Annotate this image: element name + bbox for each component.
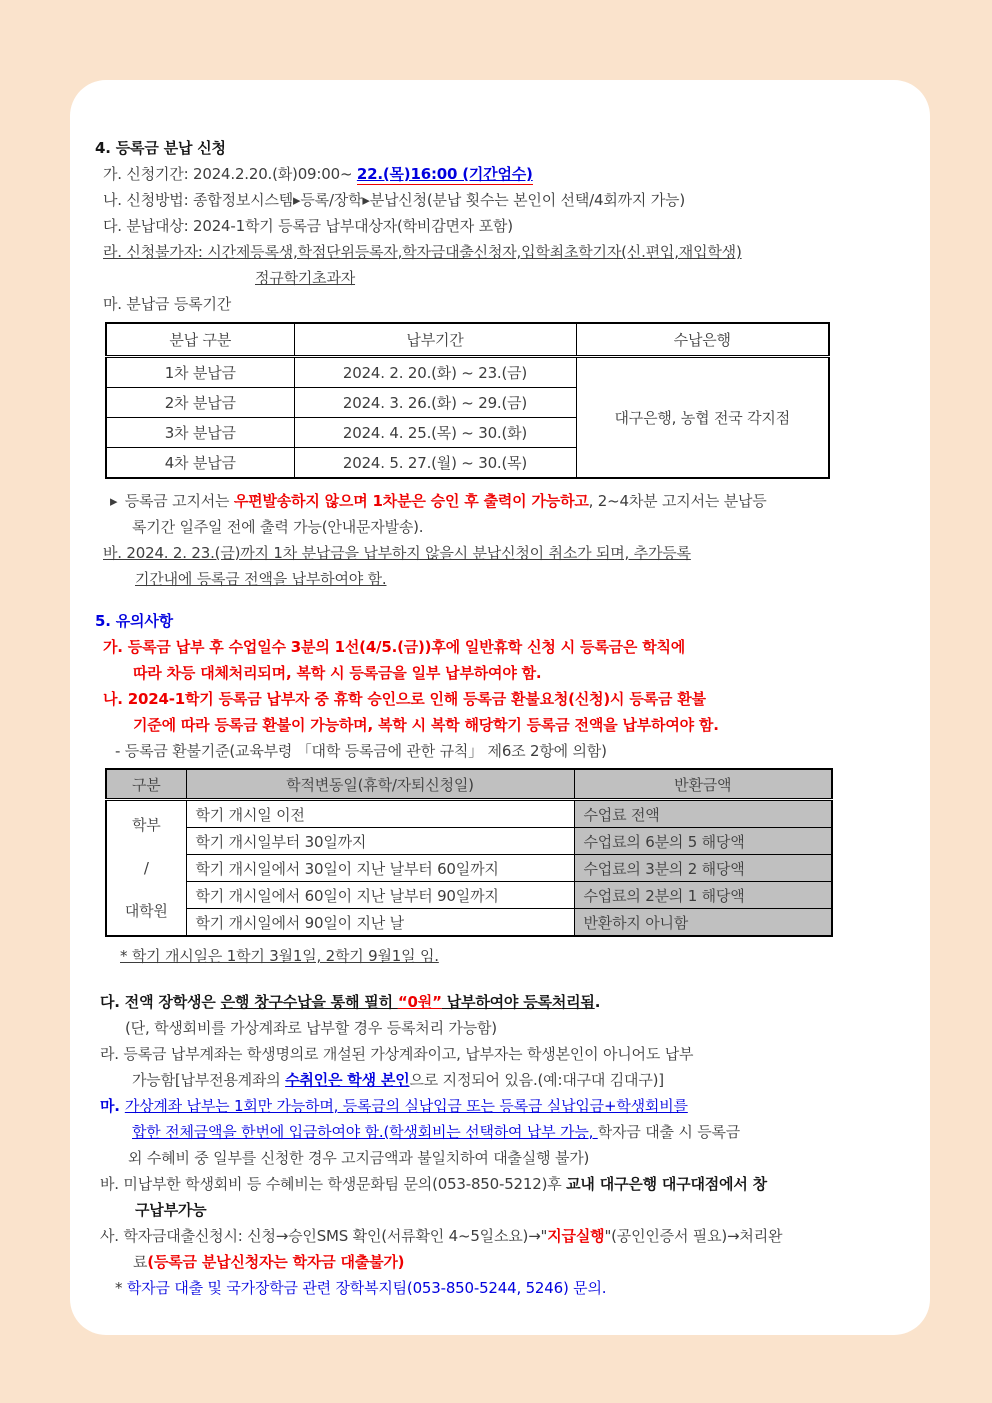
loan-execute-emphasis: 지급실행 (547, 1227, 605, 1245)
apply-period-text: 가. 신청기간: 2024.2.20.(화)09:00~ (103, 165, 357, 183)
period-cell: 2024. 2. 20.(화) ~ 23.(금) (294, 357, 576, 388)
note-scholarship-line2: (단, 학생회비를 가상계좌로 납부할 경우 등록처리 가능함) (125, 1019, 497, 1037)
amount-cell: 수업료의 2분의 1 해당액 (574, 882, 832, 909)
virtual-plain-text: 학자금 대출 시 등록금 (597, 1123, 741, 1141)
timing-cell: 학기 개시일 이전 (186, 800, 574, 828)
header-change-date: 학적변동일(휴학/자퇴신청일) (186, 769, 574, 800)
note-account-line1: 라. 등록금 납부계좌는 학생명의로 개설된 가상계좌이고, 납부자는 학생본인이 아니어도 납부 (100, 1045, 694, 1063)
installment-cell: 2차 분납금 (106, 388, 294, 418)
item-excluded-line2: 정규학기초과자 (255, 269, 356, 287)
note-bill-post: , 2~4차분 고지서는 분납등 (588, 492, 767, 510)
timing-cell: 학기 개시일에서 90일이 지난 날 (186, 909, 574, 937)
note-virtual-line1 (100, 1093, 930, 1119)
schedule-header-row (106, 323, 829, 357)
item-apply-method: 나. 신청방법: 종합정보시스템▸등록/장학▸분납신청(분납 횟수는 본인이 선택/4회까지 가능) (103, 191, 685, 209)
note-fee-line2: 구납부가능 (135, 1201, 207, 1219)
note-loan-line2 (133, 1249, 930, 1275)
header-installment: 분납 구분 (106, 323, 294, 357)
note-leave-line2: 따라 차등 대체처리되며, 복학 시 등록금을 일부 납부하여야 함. (133, 664, 542, 682)
notice-card (70, 80, 930, 1335)
student-type-slash: / (143, 858, 149, 877)
amount-cell: 수업료의 6분의 5 해당액 (574, 828, 832, 855)
timing-cell: 학기 개시일에서 60일이 지난 날부터 90일까지 (186, 882, 574, 909)
refund-row-2 (106, 828, 832, 855)
note-bill-red-emphasis: 우편발송하지 않으며 1차분은 승인 후 출력이 가능하고 (233, 492, 589, 510)
header-bank: 수납은행 (576, 323, 829, 357)
student-type-grad: 대학원 (124, 901, 168, 920)
account-pre: 가능함[납부전용계좌의 (132, 1071, 286, 1089)
header-category: 구분 (106, 769, 186, 800)
payee-emphasis: 수취인은 학생 본인 (285, 1071, 410, 1089)
student-type-undergrad: 학부 (131, 815, 161, 834)
scholarship-period: . (594, 993, 601, 1011)
item-apply-period (103, 161, 930, 187)
note-refund-line2: 기준에 따라 등록금 환불이 가능하며, 복학 시 복학 해당학기 등록금 전액을 납부하여야 함. (133, 716, 719, 734)
loan-restriction-emphasis: (등록금 분납신청자는 학자금 대출불가) (147, 1253, 405, 1271)
note-bill-line1 (110, 488, 930, 514)
note-bill-line2: 록기간 일주일 전에 출력 가능(안내문자발송). (132, 518, 424, 536)
amount-cell: 반환하지 아니함 (574, 909, 832, 937)
period-cell: 2024. 5. 27.(월) ~ 30.(목) (294, 448, 576, 479)
installment-cell: 1차 분납금 (106, 357, 294, 388)
amount-cell: 수업료 전액 (574, 800, 832, 828)
timing-cell: 학기 개시일부터 30일까지 (186, 828, 574, 855)
note-refund-line1: 나. 2024-1학기 등록금 납부자 중 휴학 승인으로 인해 등록금 환불요청(신청)시 등록금 환불 (103, 690, 706, 708)
refund-table (105, 768, 833, 937)
item-excluded-line1: 라. 신청불가자: 시간제등록생,학점단위등록자,학자금대출신청자,입학최초학기자(신.편입,재입학생) (103, 243, 742, 261)
section4-title: 4. 등록금 분납 신청 (95, 139, 226, 157)
triangle-bullet-icon: ▸ (110, 492, 118, 510)
semester-start-note: * 학기 개시일은 1학기 3월1일, 2학기 9월1일 임. (120, 947, 439, 965)
note-virtual-line3: 외 수혜비 중 일부를 신청한 경우 고지금액과 불일치하여 대출실행 불가) (128, 1149, 590, 1167)
note-fee-line1 (100, 1171, 930, 1197)
note-scholarship-line1 (100, 989, 930, 1015)
schedule-row-1 (106, 357, 829, 388)
refund-row-3 (106, 855, 832, 882)
note-cancel-line1: 바. 2024. 2. 23.(금)까지 1차 분납금을 납부하지 않을시 분납신청이 취소가 되며, 추가등록 (103, 544, 691, 562)
installment-schedule-table (105, 322, 830, 479)
loan-line2-pre: 료 (133, 1253, 148, 1271)
refund-row-5 (106, 909, 832, 937)
note-bill-text: 등록금 고지서는 (124, 492, 234, 510)
item-apply-target: 다. 분납대상: 2024-1학기 등록금 납부대상자(학비감면자 포함) (103, 217, 513, 235)
installment-cell: 3차 분납금 (106, 418, 294, 448)
refund-row-4 (106, 882, 832, 909)
period-cell: 2024. 3. 26.(화) ~ 29.(금) (294, 388, 576, 418)
virtual-label: 마. (100, 1097, 125, 1115)
header-period: 납부기간 (294, 323, 576, 357)
virtual-blue-text2: 합한 전체금액을 한번에 입금하여야 함.(학생회비는 선택하여 납부 가능, (132, 1123, 598, 1141)
bank-cell: 대구은행, 농협 전국 각지점 (576, 357, 829, 479)
refund-row-1 (106, 800, 832, 828)
zero-won-emphasis: “0원” (397, 993, 442, 1011)
scholarship-underlined2: 납부하여야 등록처리됨 (441, 993, 595, 1011)
amount-cell: 수업료의 3분의 2 해당액 (574, 855, 832, 882)
loan-post: "(공인인증서 필요)→처리완 (604, 1227, 783, 1245)
virtual-blue-text: 가상계좌 납부는 1회만 가능하며, 등록금의 실납입금 또는 등록금 실납입금+학생회비를 (124, 1097, 688, 1115)
account-post: 으로 지정되어 있음.(예:대구대 김대구)] (409, 1071, 664, 1089)
note-leave-line1: 가. 등록금 납부 후 수업일수 3분의 1선(4/5.(금))후에 일반휴학 신청 시 등록금은 학칙에 (103, 638, 686, 656)
installment-cell: 4차 분납금 (106, 448, 294, 479)
scholarship-pre: 다. 전액 장학생은 (100, 993, 221, 1011)
scholarship-underlined: 은행 창구수납을 통해 필히 (220, 993, 398, 1011)
note-virtual-line2 (132, 1119, 930, 1145)
note-loan-line1 (100, 1223, 930, 1249)
timing-cell: 학기 개시일에서 30일이 지난 날부터 60일까지 (186, 855, 574, 882)
student-type-cell (106, 800, 186, 937)
fee-pre: 바. 미납부한 학생회비 등 수혜비는 학생문화팀 문의(053-850-5212)후 (100, 1175, 567, 1193)
contact-star: * (115, 1279, 127, 1297)
note-account-line2 (132, 1067, 930, 1093)
fee-bold: 교내 대구은행 대구대점에서 창 (566, 1175, 767, 1193)
apply-deadline-emphasis: 22.(목)16:00 (기간엄수) (356, 165, 533, 183)
contact-blue-text: 학자금 대출 및 국가장학금 관련 장학복지팀(053-850-5244, 5246) 문의. (126, 1279, 607, 1297)
loan-pre: 사. 학자금대출신청시: 신청→승인SMS 확인(서류확인 4~5일소요)→" (100, 1227, 548, 1245)
contact-line (115, 1275, 930, 1301)
period-cell: 2024. 4. 25.(목) ~ 30.(화) (294, 418, 576, 448)
note-bill-pre (117, 492, 124, 510)
header-refund-amount: 반환금액 (574, 769, 832, 800)
section5-title: 5. 유의사항 (95, 612, 173, 630)
note-cancel-line2: 기간내에 등록금 전액을 납부하여야 함. (135, 570, 387, 588)
item-schedule-label: 마. 분납금 등록기간 (103, 295, 232, 313)
refund-header-row (106, 769, 832, 800)
refund-basis-line: - 등록금 환불기준(교육부령 「대학 등록금에 관한 규칙」 제6조 2항에 의함) (115, 742, 607, 760)
